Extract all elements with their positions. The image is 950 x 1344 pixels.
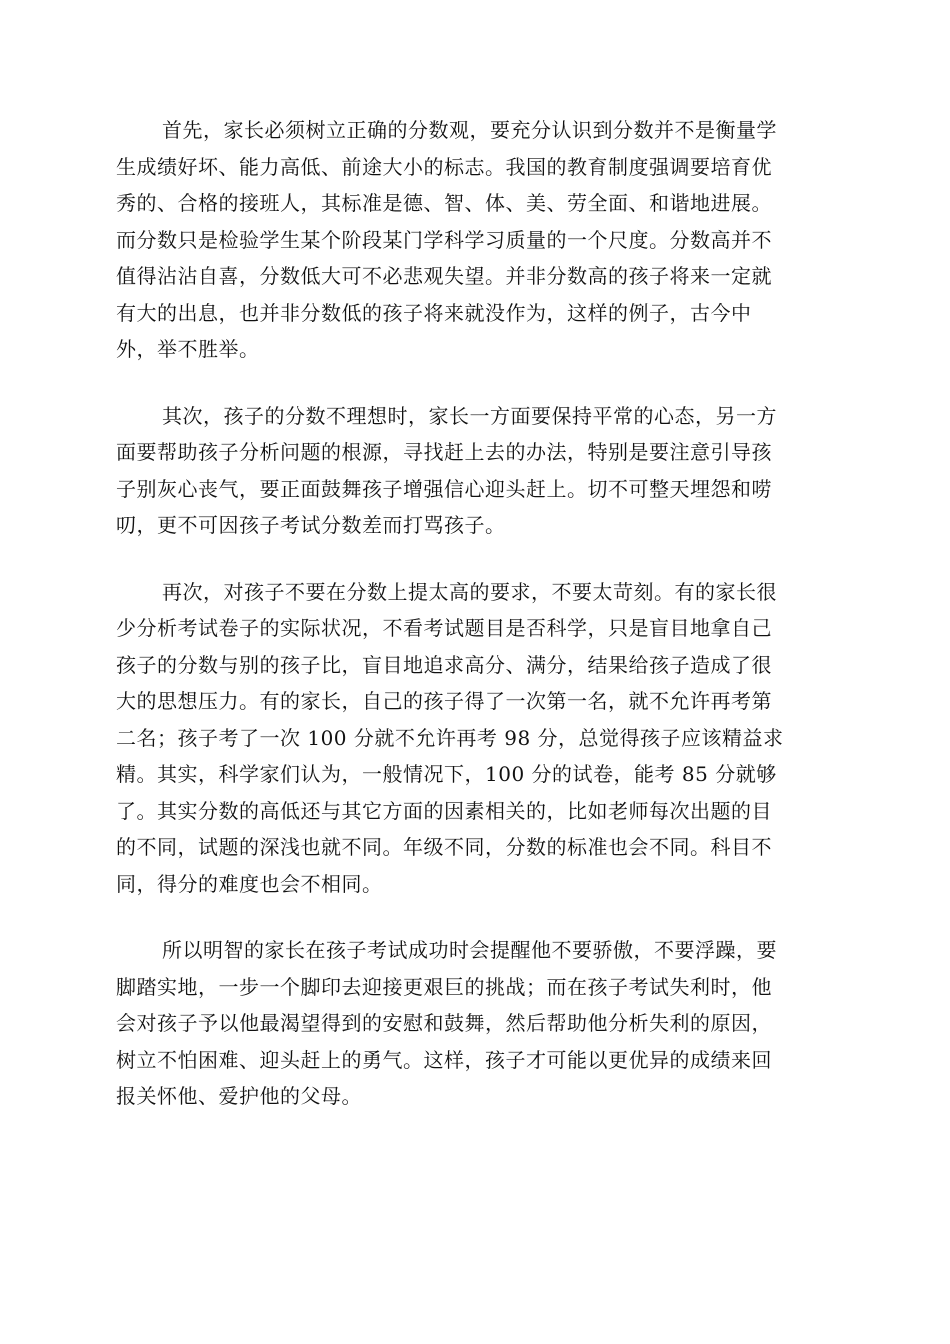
text-line: 脚踏实地，一步一个脚印去迎接更艰巨的挑战；而在孩子考试失利时，他: [116, 974, 772, 999]
text-line: 面要帮助孩子分析问题的根源，寻找赶上去的办法，特别是要注意引导孩: [116, 440, 772, 464]
paragraph-wise-parents: [116, 932, 836, 1115]
text-line: 而分数只是检验学生某个阶段某门学科学习质量的一个尺度。分数高并不: [116, 227, 772, 252]
text-line: 了。其实分数的高低还与其它方面的因素相关的，比如老师每次出题的目: [116, 798, 772, 823]
text-line: 树立不怕困难、迎头赶上的勇气。这样，孩子才可能以更优异的成绩来回: [116, 1047, 772, 1072]
text-line: 外，举不胜举。: [116, 337, 260, 361]
text-line: 生成绩好坏、能力高低、前途大小的标志。我国的教育制度强调要培育优: [116, 154, 772, 179]
document-body: [116, 112, 836, 1145]
text-line: 所以明智的家长在孩子考试成功时会提醒他不要骄傲，不要浮躁，要: [162, 938, 777, 962]
text-line: 同，得分的难度也会不相同。: [116, 871, 383, 896]
text-line: 首先，家长必须树立正确的分数观，要充分认识到分数并不是衡量学: [162, 118, 777, 142]
paragraph-high-demands: [116, 574, 836, 903]
text-line: 报关怀他、爱护他的父母。: [116, 1084, 362, 1108]
text-line: 的不同，试题的深浅也就不同。年级不同，分数的标准也会不同。科目不: [116, 835, 772, 859]
text-line: 会对孩子予以他最渴望得到的安慰和鼓舞，然后帮助他分析失利的原因，: [116, 1011, 772, 1035]
text-line: 精。其实，科学家们认为，一般情况下，100 分的试卷，能考 85 分就够: [116, 762, 777, 786]
text-line: 叨，更不可因孩子考试分数差而打骂孩子。: [116, 513, 506, 537]
text-line: 其次，孩子的分数不理想时，家长一方面要保持平常的心态，另一方: [162, 403, 777, 428]
text-line: 少分析考试卷子的实际状况，不看考试题目是否科学，只是盲目地拿自己: [116, 616, 772, 640]
text-line: 再次，对孩子不要在分数上提太高的要求，不要太苛刻。有的家长很: [162, 579, 777, 604]
paragraph-unsatisfactory-scores: [116, 398, 836, 544]
text-line: 孩子的分数与别的孩子比，盲目地追求高分、满分，结果给孩子造成了很: [116, 652, 772, 677]
paragraph-scores-outlook: [116, 112, 836, 368]
text-line: 二名；孩子考了一次 100 分就不允许再考 98 分，总觉得孩子应该精益求: [116, 725, 784, 750]
text-line: 秀的、合格的接班人，其标准是德、智、体、美、劳全面、和谐地进展。: [116, 191, 772, 215]
text-line: 有大的出息，也并非分数低的孩子将来就没作为，这样的例子，古今中: [116, 300, 752, 325]
text-line: 值得沾沾自喜，分数低大可不必悲观失望。并非分数高的孩子将来一定就: [116, 264, 772, 288]
text-line: 大的思想压力。有的家长，自己的孩子得了一次第一名，就不允许再考第: [116, 689, 772, 713]
text-line: 子别灰心丧气，要正面鼓舞孩子增强信心迎头赶上。切不可整天埋怨和唠: [116, 476, 772, 501]
